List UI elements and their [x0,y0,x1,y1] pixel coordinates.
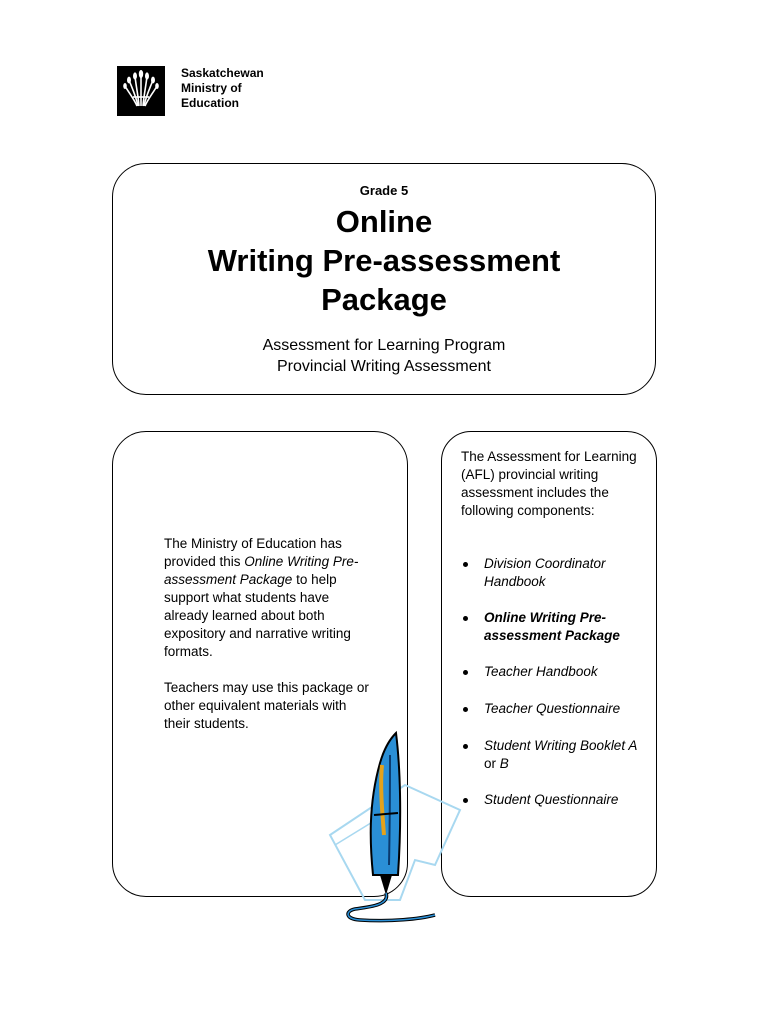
bullet-icon [463,707,468,712]
intro-paragraph [164,535,374,661]
title-panel [112,163,656,395]
components-intro: The Assessment for Learning (AFL) provincial writing assessment includes the following components: [461,449,637,518]
bullet-icon [463,670,468,675]
component-label: Teacher Handbook [484,664,598,679]
org-line: Ministry of [181,81,242,95]
pen-dark-stripe [389,755,390,865]
wheat-sheaf-icon [117,66,165,116]
component-joiner: or [484,756,500,771]
org-line: Saskatchewan [181,66,264,80]
program-subtitle [113,335,655,377]
component-label: Student Questionnaire [484,792,619,807]
component-label: Student Writing Booklet A [484,738,638,753]
list-item [461,700,651,718]
pen-illustration [310,725,470,925]
intro-text: The Ministry of Education has provided this [164,536,342,569]
subtitle-line: Assessment for Learning Program [262,337,506,354]
list-item [461,609,651,645]
left-panel-text [164,535,374,751]
component-label: Division Coordinator Handbook [484,556,606,589]
ink-swirl [348,893,435,921]
pen-body [371,733,400,875]
component-label: Online Writing Pre-assessment Package [484,610,620,643]
document-title [113,202,655,319]
intro-text: to help support what students have already learned about both expository and narrative writing formats. [164,572,351,659]
components-list [461,555,651,809]
list-item [461,555,651,591]
title-line: Online [335,204,433,239]
title-line: Writing Pre-assessment [207,243,561,278]
bullet-icon [463,562,468,567]
grade-label: Grade 5 [359,183,409,198]
pen-tip [380,875,392,895]
subtitle-line: Provincial Writing Assessment [277,358,491,375]
list-item [461,663,651,681]
ministry-logo [117,66,165,116]
list-item [461,791,651,809]
teachers-paragraph: Teachers may use this package or other equivalent materials with their students. [164,680,369,731]
bullet-icon [463,616,468,621]
title-line: Package [321,282,447,317]
package-name: Online Writing Pre-assessment Package [164,554,359,587]
org-line: Education [181,96,240,110]
ministry-name [181,66,264,111]
component-label: Teacher Questionnaire [484,701,621,716]
component-label: B [499,756,509,771]
list-item [461,737,651,773]
